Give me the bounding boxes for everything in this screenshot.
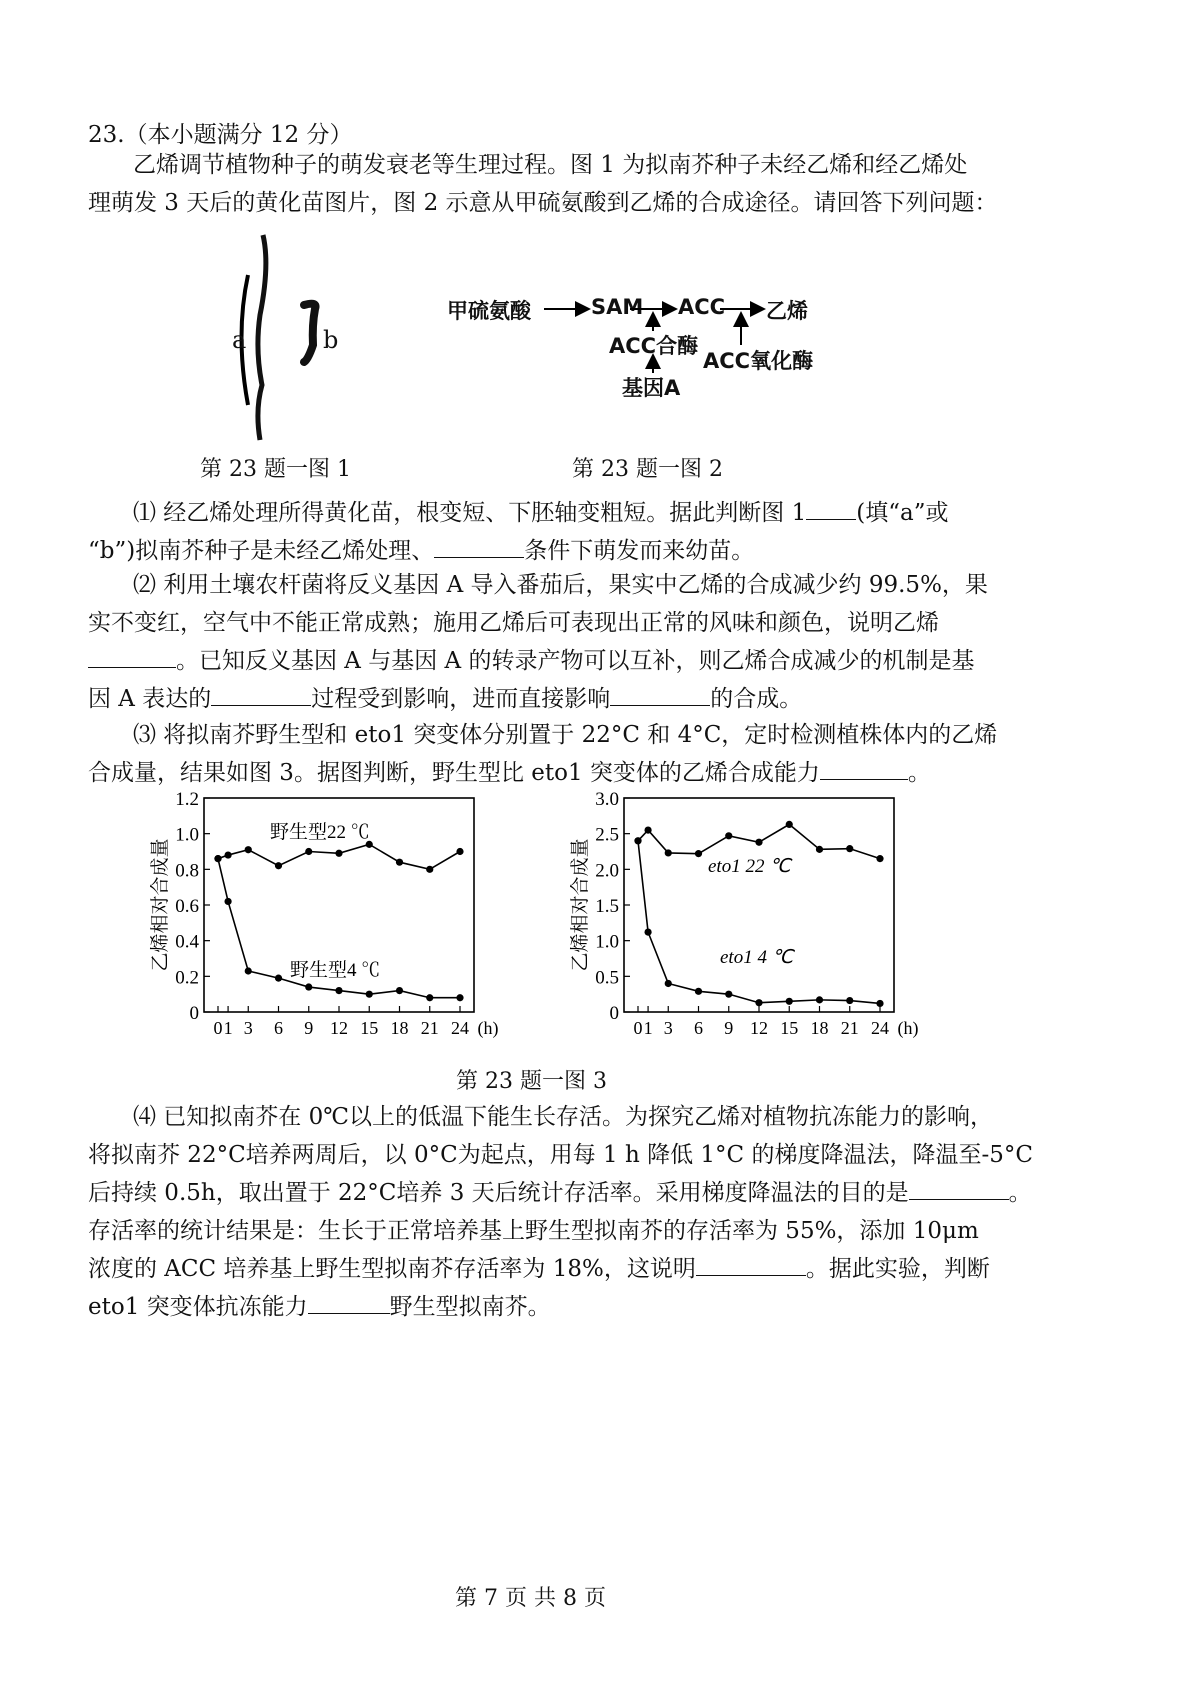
data-point [786, 998, 793, 1005]
q4-part3: 后持续 0.5h，取出置于 22°C培养 3 天后统计存活率。采用梯度降温法的目的是 [88, 1180, 909, 1206]
data-point [725, 991, 732, 998]
answer-blank-3[interactable] [88, 645, 176, 668]
data-point [245, 846, 252, 853]
x-tick-label: 6 [274, 1018, 283, 1038]
x-tick-label: 3 [243, 1018, 253, 1038]
q4-line1: ⑷ 已知拟南芥在 0℃以上的低温下能生长存活。为探究乙烯对植物抗冻能力的影响， [133, 1104, 993, 1130]
series-label-0: eto1 22 ℃ [708, 856, 791, 877]
data-point [396, 987, 403, 994]
q1-part4: 条件下萌发而来幼苗。 [524, 538, 755, 564]
q3-line1: ⑶ 将拟南芥野生型和 eto1 突变体分别置于 22°C 和 4°C，定时检测植株体内的乙烯 [133, 722, 998, 748]
x-tick-label: 1 [643, 1018, 653, 1038]
q4-part6: 浓度的 ACC 培养基上野生型拟南芥存活率为 18%，这说明 [88, 1256, 696, 1282]
intro-line-1: 乙烯调节植物种子的萌发衰老等生理过程。图 1 为拟南芥种子未经乙烯和经乙烯处 [133, 152, 968, 178]
data-point [755, 999, 762, 1006]
data-point [665, 980, 672, 987]
x-tick-label: 0 [633, 1018, 643, 1038]
data-point [396, 859, 403, 866]
x-tick-label: 12 [750, 1018, 768, 1038]
data-point [846, 845, 853, 852]
gene-a: 基因A [622, 376, 681, 400]
x-tick-label: 18 [810, 1018, 829, 1038]
x-tick-label: 21 [420, 1018, 439, 1038]
pathway-ethylene: 乙烯 [766, 299, 808, 323]
y-tick-label: 2.0 [595, 860, 619, 882]
chart-wildtype [140, 788, 520, 1048]
x-tick-label: 24 [871, 1018, 889, 1038]
enzyme-acc-synthase: ACC合酶 [609, 334, 699, 358]
data-point [456, 848, 463, 855]
x-tick-label: 9 [724, 1018, 734, 1038]
q2-part4: 因 A 表达的 [88, 686, 212, 712]
series-label-1: eto1 4 ℃ [720, 947, 794, 968]
y-tick-label: 1.2 [175, 789, 199, 810]
enzyme-acc-oxidase: ACC氧化酶 [703, 349, 814, 373]
intro-line-2: 理萌发 3 天后的黄化苗图片，图 2 示意从甲硫氨酸到乙烯的合成途径。请回答下列问题： [88, 190, 998, 216]
y-axis-label: 乙烯相对合成量 [150, 838, 171, 972]
figure3-caption: 第 23 题一图 3 [456, 1069, 607, 1094]
q2-part5: 过程受到影响，进而直接影响 [311, 686, 611, 712]
data-point [426, 866, 433, 873]
data-point [426, 994, 433, 1001]
data-point [816, 846, 823, 853]
pathway-acc: ACC [678, 295, 726, 319]
answer-blank-2[interactable] [434, 535, 524, 558]
data-point [876, 855, 883, 862]
x-tick-label: 3 [663, 1018, 673, 1038]
x-tick-label: 9 [304, 1018, 314, 1038]
answer-blank-5[interactable] [610, 683, 710, 706]
y-tick-label: 2.5 [595, 824, 619, 846]
y-tick-label: 0 [609, 1003, 619, 1024]
q4-part9: 野生型拟南芥。 [389, 1294, 551, 1320]
x-unit-label: (h) [897, 1018, 919, 1038]
figure2-caption: 第 23 题一图 2 [572, 457, 723, 482]
chart-eto1 [560, 788, 940, 1048]
q4-part4: 。 [1008, 1180, 1032, 1206]
q1-part1: ⑴ 经乙烯处理所得黄化苗，根变短、下胚轴变粗短。据此判断图 1 [133, 500, 807, 526]
y-tick-label: 1.5 [595, 896, 619, 917]
q1-part2: (填“a”或 [856, 500, 949, 526]
data-point [305, 848, 312, 855]
y-tick-label: 0.5 [595, 967, 619, 989]
page-footer: 第 7 页 共 8 页 [455, 1586, 606, 1611]
data-point [846, 997, 853, 1004]
y-tick-label: 0.8 [175, 860, 199, 882]
data-point [644, 929, 651, 936]
q2-line2: 实不变红，空气中不能正常成熟；施用乙烯后可表现出正常的风味和颜色，说明乙烯 [88, 610, 939, 636]
data-point [275, 862, 282, 869]
y-tick-label: 0 [189, 1003, 199, 1024]
x-tick-label: 12 [330, 1018, 348, 1038]
question-2 [88, 566, 1118, 718]
question-header: 23.（本小题满分 12 分） [88, 122, 353, 148]
x-tick-label: 1 [223, 1018, 233, 1038]
y-tick-label: 0.2 [175, 967, 199, 989]
question-3 [88, 716, 1118, 792]
data-point [305, 983, 312, 990]
q4-part7: 。据此实验，判断 [805, 1256, 990, 1282]
data-point [725, 832, 732, 839]
q4-line5: 存活率的统计结果是：生长于正常培养基上野生型拟南芥的存活率为 55%，添加 10μm [88, 1218, 979, 1244]
data-point [695, 988, 702, 995]
plot-frame [624, 798, 894, 1012]
q4-line2: 将拟南芥 22°C培养两周后，以 0°C为起点，用每 1 h 降低 1°C 的梯度降温法，降温至-5°C [88, 1142, 1033, 1168]
pathway-arrows [540, 295, 780, 385]
figure1-caption: 第 23 题一图 1 [200, 457, 351, 482]
data-point [456, 994, 463, 1001]
data-point [214, 855, 221, 862]
question-4 [88, 1098, 1118, 1326]
q2-line1: ⑵ 利用土壤农杆菌将反义基因 A 导入番茄后，果实中乙烯的合成减少约 99.5%，果 [133, 572, 988, 598]
data-point [644, 827, 651, 834]
figure1-label-b: b [323, 326, 339, 354]
y-axis-label: 乙烯相对合成量 [570, 838, 591, 972]
seedling-b [304, 304, 316, 362]
x-tick-label: 15 [780, 1018, 799, 1038]
answer-blank-6[interactable] [820, 757, 908, 780]
pathway-sam: SAM [591, 295, 644, 319]
data-point [876, 1000, 883, 1007]
data-point [224, 898, 231, 905]
q2-part6: 的合成。 [710, 686, 803, 712]
y-tick-label: 1.0 [595, 931, 619, 953]
seedling-a [258, 235, 266, 440]
q2-part3: 。已知反义基因 A 与基因 A 的转录产物可以互补，则乙烯合成减少的机制是基 [176, 648, 975, 674]
data-point [786, 821, 793, 828]
series-label-1: 野生型4 ℃ [290, 960, 381, 981]
x-tick-label: 0 [213, 1018, 223, 1038]
x-tick-label: 24 [451, 1018, 469, 1038]
data-point [695, 850, 702, 857]
x-tick-label: 18 [390, 1018, 409, 1038]
x-unit-label: (h) [477, 1018, 499, 1038]
q1-part3: “b”)拟南芥种子是未经乙烯处理、 [88, 538, 435, 564]
q4-part8: eto1 突变体抗冻能力 [88, 1294, 308, 1320]
pathway-methionine: 甲硫氨酸 [447, 299, 531, 323]
data-point [755, 839, 762, 846]
answer-blank-1[interactable] [806, 497, 856, 520]
y-tick-label: 0.4 [175, 931, 199, 953]
y-tick-label: 3.0 [595, 789, 619, 810]
q3-part3: 。 [907, 760, 931, 786]
question-1 [88, 494, 1118, 570]
data-point [816, 996, 823, 1003]
data-point [245, 967, 252, 974]
figure1-label-a: a [232, 326, 247, 354]
data-point [224, 851, 231, 858]
data-point [366, 991, 373, 998]
x-tick-label: 21 [840, 1018, 859, 1038]
x-tick-label: 15 [360, 1018, 379, 1038]
answer-blank-9[interactable] [308, 1291, 390, 1314]
answer-blank-4[interactable] [211, 683, 311, 706]
data-point [665, 849, 672, 856]
x-tick-label: 6 [694, 1018, 703, 1038]
q3-part2: 合成量，结果如图 3。据图判断，野生型比 eto1 突变体的乙烯合成能力 [88, 760, 820, 786]
data-point [634, 837, 641, 844]
data-point [335, 987, 342, 994]
y-tick-label: 0.6 [175, 896, 199, 917]
answer-blank-8[interactable] [696, 1253, 806, 1276]
answer-blank-7[interactable] [909, 1177, 1009, 1200]
data-point [335, 850, 342, 857]
series-label-0: 野生型22 ℃ [270, 822, 370, 843]
y-tick-label: 1.0 [175, 824, 199, 846]
data-point [275, 975, 282, 982]
